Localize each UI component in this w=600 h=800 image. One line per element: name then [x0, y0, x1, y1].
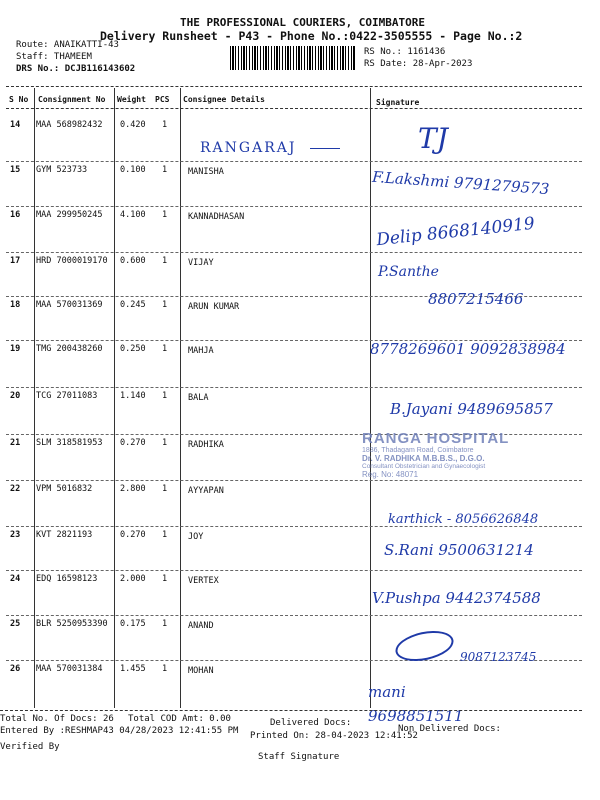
handwritten-dash [310, 148, 340, 149]
row-sno: 16 [10, 210, 21, 220]
row-weight: 0.250 [120, 344, 146, 354]
header-rule-top [6, 86, 582, 87]
non-delivered-docs: Non Delivered Docs: [398, 724, 501, 734]
row-consignee-name: VERTEX [188, 576, 219, 586]
row-consignment-no: BLR 5250953390 [36, 619, 108, 629]
row-weight: 2.000 [120, 574, 146, 584]
row-sno: 18 [10, 300, 21, 310]
row-pcs: 1 [162, 210, 168, 220]
row-pcs: 1 [162, 530, 168, 540]
row-consignee-name: MAHJA [188, 346, 214, 356]
row-consignment-no: MAA 570031384 [36, 664, 103, 674]
row-sno: 19 [10, 344, 21, 354]
row-pcs: 1 [162, 300, 168, 310]
row-separator [6, 615, 582, 616]
row-weight: 0.245 [120, 300, 146, 310]
row-consignee-name: KANNADHASAN [188, 212, 245, 222]
row-consignment-no: VPM 5016832 [36, 484, 93, 494]
row-sno: 21 [10, 438, 21, 448]
row-consignee-name: MANISHA [188, 167, 224, 177]
row-sno: 24 [10, 574, 21, 584]
row-weight: 0.420 [120, 120, 146, 130]
row-pcs: 1 [162, 165, 168, 175]
row-weight: 2.800 [120, 484, 146, 494]
signature-row-17: P.Santhe [378, 264, 439, 280]
row-pcs: 1 [162, 256, 168, 266]
signature-row-20: B.Jayani 9489695857 [390, 400, 553, 418]
col-pcs: PCS [155, 95, 170, 104]
signature-row-19: 8778269601 9092838984 [370, 340, 566, 358]
col-sno: S No [9, 95, 29, 104]
row-pcs: 1 [162, 391, 168, 401]
row-consignment-no: SLM 318581953 [36, 438, 103, 448]
row-sno: 25 [10, 619, 21, 629]
signature-row-14: TJ [418, 122, 448, 155]
row-pcs: 1 [162, 574, 168, 584]
signature-row-25: 9087123745 [460, 650, 537, 664]
row-weight: 0.175 [120, 619, 146, 629]
row-separator [6, 206, 582, 207]
barcode [230, 46, 356, 70]
rs-date: RS Date: 28-Apr-2023 [364, 59, 473, 69]
row-consignment-no: HRD 7000019170 [36, 256, 108, 266]
col-consignment: Consignment No [38, 95, 106, 104]
row-consignee-name: AYYAPAN [188, 486, 224, 496]
row-sno: 23 [10, 530, 21, 540]
row-weight: 0.270 [120, 438, 146, 448]
row-consignee-name: VIJAY [188, 258, 214, 268]
col-weight: Weight [117, 95, 146, 104]
col-signature: Signature [376, 98, 420, 107]
handwritten-consignee-name: RANGARAJ [200, 140, 297, 156]
col-consignee: Consignee Details [183, 95, 265, 104]
delivered-docs: Delivered Docs: [270, 718, 352, 728]
row-consignment-no: MAA 570031369 [36, 300, 103, 310]
row-pcs: 1 [162, 664, 168, 674]
signature-row-16: Delip 8668140919 [375, 213, 536, 251]
rs-number: RS No.: 1161436 [364, 47, 446, 57]
row-consignee-name: ARUN KUMAR [188, 302, 240, 312]
row-sno: 22 [10, 484, 21, 494]
row-weight: 0.270 [120, 530, 146, 540]
row-separator [6, 570, 582, 571]
entered-by: Entered By :RESHMAP43 04/28/2023 12:41:55 PM [0, 726, 239, 736]
row-weight: 1.140 [120, 391, 146, 401]
row-consignment-no: MAA 568982432 [36, 120, 103, 130]
row-consignment-no: TMG 200438260 [36, 344, 103, 354]
row-sno: 20 [10, 391, 21, 401]
row-sno: 14 [10, 120, 21, 130]
footer-rule [0, 710, 582, 711]
row-consignment-no: GYM 523733 [36, 165, 88, 175]
company-title: THE PROFESSIONAL COURIERS, COIMBATORE [180, 16, 426, 29]
verified-by: Verified By [0, 742, 60, 752]
row-pcs: 1 [162, 120, 168, 130]
row-weight: 4.100 [120, 210, 146, 220]
row-consignment-no: TCG 27011083 [36, 391, 98, 401]
row-pcs: 1 [162, 344, 168, 354]
row-weight: 0.100 [120, 165, 146, 175]
signature-row-26: mani 9698851511 [368, 683, 464, 725]
row-sno: 26 [10, 664, 21, 674]
row-consignment-no: EDQ 16598123 [36, 574, 98, 584]
row-pcs: 1 [162, 484, 168, 494]
row-separator [6, 387, 582, 388]
header-rule-bottom [6, 108, 582, 109]
row-consignee-name: BALA [188, 393, 209, 403]
row-consignee-name: JOY [188, 532, 204, 542]
row-sno: 15 [10, 165, 21, 175]
row-weight: 0.600 [120, 256, 146, 266]
row-consignee-name: RADHIKA [188, 440, 224, 450]
row-sno: 17 [10, 256, 21, 266]
total-cod: Total COD Amt: 0.00 [128, 714, 231, 724]
total-docs: Total No. Of Docs: 26 [0, 714, 114, 724]
row-consignment-no: MAA 299950245 [36, 210, 103, 220]
drs-number: DRS No.: DCJB116143602 [16, 64, 136, 74]
hospital-stamp: RANGA HOSPITAL 1836, Thadagam Road, Coimbatore Dr. V. RADHIKA M.B.B.S., D.G.O. Consultant Obstetrician and Gynaecologist Reg. No: 48071 [362, 430, 510, 479]
staff-label: Staff: THAMEEM [16, 52, 92, 62]
row-consignee-name: MOHAN [188, 666, 214, 676]
staff-signature-label: Staff Signature [258, 752, 340, 762]
signature-row-23: S.Rani 9500631214 [384, 541, 534, 559]
signature-row-24: V.Pushpa 9442374588 [372, 589, 541, 607]
signature-row-22: karthick - 8056626848 [388, 512, 539, 527]
signature-row-15: F.Lakshmi 9791279573 [371, 167, 550, 199]
signature-row-18: 8807215466 [428, 290, 524, 308]
row-separator [6, 252, 582, 253]
row-consignment-no: KVT 2821193 [36, 530, 93, 540]
route-label: Route: ANAIKATTI-43 [16, 40, 119, 50]
runsheet-title: Delivery Runsheet - P43 - Phone No.:0422-3505555 - Page No.:2 [100, 29, 523, 43]
row-separator [6, 161, 582, 162]
row-pcs: 1 [162, 438, 168, 448]
row-consignee-name: ANAND [188, 621, 214, 631]
printed-on: Printed On: 28-04-2023 12:41:52 [250, 731, 418, 741]
row-weight: 1.455 [120, 664, 146, 674]
row-pcs: 1 [162, 619, 168, 629]
